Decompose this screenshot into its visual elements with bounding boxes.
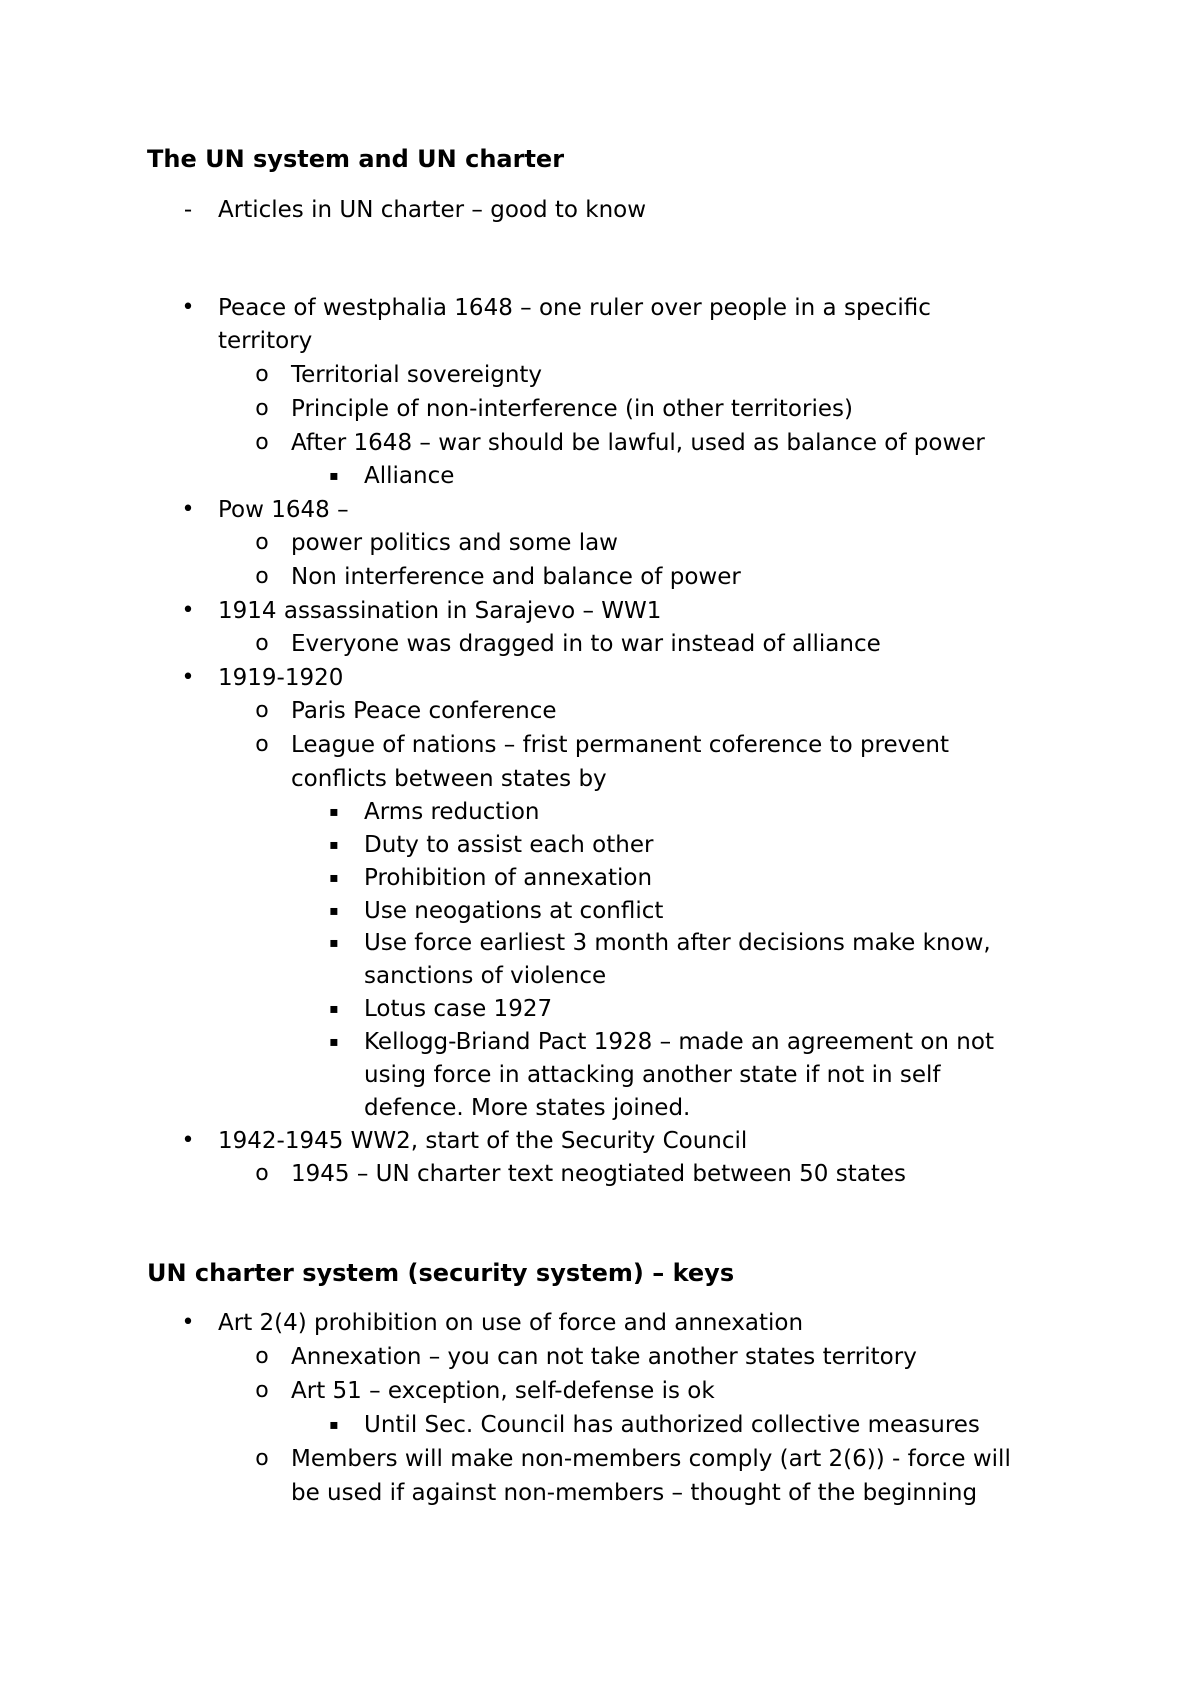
list-item-continuation: be used if against non-members – thought of the beginning: [291, 1480, 978, 1506]
bullet-square: ▪: [329, 1034, 339, 1050]
bullet-circle: o: [255, 564, 269, 589]
list-item: Pow 1648 –: [218, 497, 349, 523]
dash-bullet: -: [183, 197, 193, 223]
bullet-square: ▪: [329, 468, 339, 484]
section-heading-charter-system: UN charter system (security system) – keys: [147, 1259, 735, 1287]
list-item: Use neogations at conflict: [364, 898, 664, 924]
list-item: Everyone was dragged in to war instead of alliance: [291, 631, 881, 657]
list-item: Art 51 – exception, self-defense is ok: [291, 1378, 715, 1404]
bullet-square: ▪: [329, 870, 339, 886]
list-item: Principle of non-interference (in other territories): [291, 396, 853, 422]
bullet-circle: o: [255, 732, 269, 757]
bullet-dot: •: [181, 1310, 195, 1335]
list-item: Peace of westphalia 1648 – one ruler over people in a specific: [218, 295, 931, 321]
list-item: League of nations – frist permanent coference to prevent: [291, 732, 950, 758]
bullet-circle: o: [255, 530, 269, 555]
list-item: 1945 – UN charter text neogtiated between 50 states: [291, 1161, 906, 1187]
bullet-circle: o: [255, 430, 269, 455]
bullet-dot: •: [181, 665, 195, 690]
list-item: 1942-1945 WW2, start of the Security Council: [218, 1128, 748, 1154]
list-item: 1914 assassination in Sarajevo – WW1: [218, 598, 662, 624]
bullet-circle: o: [255, 362, 269, 387]
bullet-circle: o: [255, 1446, 269, 1471]
bullet-circle: o: [255, 1344, 269, 1369]
bullet-square: ▪: [329, 1417, 339, 1433]
list-item: Non interference and balance of power: [291, 564, 741, 590]
bullet-circle: o: [255, 396, 269, 421]
list-item-continuation: defence. More states joined.: [364, 1095, 691, 1121]
bullet-dot: •: [181, 497, 195, 522]
list-item: Territorial sovereignty: [291, 362, 543, 388]
bullet-dot: •: [181, 1128, 195, 1153]
list-item: Duty to assist each other: [364, 832, 654, 858]
list-item: Articles in UN charter – good to know: [218, 197, 647, 223]
list-item: Kellogg-Briand Pact 1928 – made an agreement on not: [364, 1029, 994, 1055]
bullet-square: ▪: [329, 804, 339, 820]
list-item: 1919-1920: [218, 665, 344, 691]
list-item: Prohibition of annexation: [364, 865, 653, 891]
list-item: After 1648 – war should be lawful, used as balance of power: [291, 430, 985, 456]
list-item-continuation: territory: [218, 328, 313, 354]
list-item-continuation: using force in attacking another state if not in self: [364, 1062, 941, 1088]
bullet-square: ▪: [329, 837, 339, 853]
list-item: Arms reduction: [364, 799, 540, 825]
list-item: Paris Peace conference: [291, 698, 557, 724]
list-item: Use force earliest 3 month after decisions make know,: [364, 930, 991, 956]
bullet-circle: o: [255, 1378, 269, 1403]
list-item: Alliance: [364, 463, 455, 489]
bullet-square: ▪: [329, 1001, 339, 1017]
list-item: Until Sec. Council has authorized collective measures: [364, 1412, 980, 1438]
bullet-circle: o: [255, 698, 269, 723]
bullet-circle: o: [255, 631, 269, 656]
list-item-continuation: sanctions of violence: [364, 963, 607, 989]
list-item: Members will make non-members comply (art 2(6)) - force will: [291, 1446, 1011, 1472]
section-heading-un-system: The UN system and UN charter: [147, 145, 565, 173]
list-item: Lotus case 1927: [364, 996, 553, 1022]
bullet-square: ▪: [329, 903, 339, 919]
bullet-dot: •: [181, 598, 195, 623]
list-item-continuation: conflicts between states by: [291, 766, 607, 792]
bullet-dot: •: [181, 295, 195, 320]
list-item: Annexation – you can not take another states territory: [291, 1344, 917, 1370]
bullet-circle: o: [255, 1161, 269, 1186]
list-item: Art 2(4) prohibition on use of force and annexation: [218, 1310, 804, 1336]
bullet-square: ▪: [329, 935, 339, 951]
list-item: power politics and some law: [291, 530, 618, 556]
